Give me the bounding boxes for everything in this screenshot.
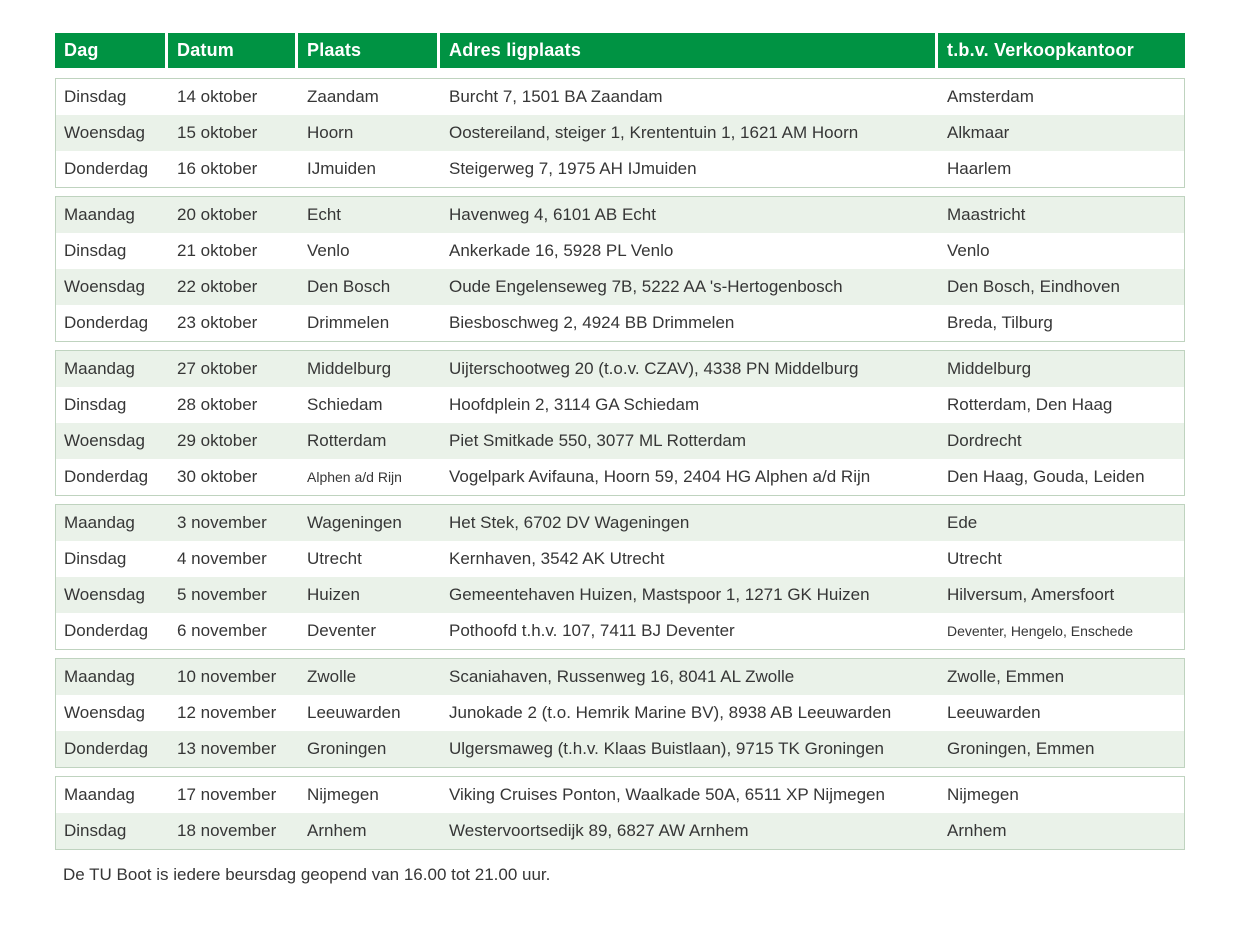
cell-adres: Junokade 2 (t.o. Hemrik Marine BV), 8938 AB Leeuwarden	[449, 703, 892, 722]
cell-verkoopkantoor: Den Bosch, Eindhoven	[947, 277, 1120, 296]
cell-plaats: Groningen	[307, 739, 387, 758]
cell-dag: Donderdag	[64, 159, 149, 178]
table-row	[56, 659, 1184, 695]
table-row	[56, 269, 1184, 305]
cell-dag: Donderdag	[64, 739, 149, 758]
cell-datum: 27 oktober	[177, 359, 258, 378]
cell-adres: Viking Cruises Ponton, Waalkade 50A, 6511 XP Nijmegen	[449, 785, 885, 804]
cell-datum: 29 oktober	[177, 431, 258, 450]
table-group	[55, 350, 1185, 496]
cell-datum: 30 oktober	[177, 467, 258, 486]
schedule-document	[55, 33, 1185, 885]
cell-adres: Biesboschweg 2, 4924 BB Drimmelen	[449, 313, 735, 332]
cell-datum: 3 november	[177, 513, 267, 532]
cell-datum: 12 november	[177, 703, 277, 722]
column-header-datum: Datum	[168, 33, 295, 68]
table-row	[56, 115, 1184, 151]
cell-verkoopkantoor: Leeuwarden	[947, 703, 1041, 722]
cell-datum: 14 oktober	[177, 87, 258, 106]
cell-plaats: Nijmegen	[307, 785, 379, 804]
cell-dag: Maandag	[64, 359, 135, 378]
cell-adres: Oude Engelenseweg 7B, 5222 AA 's-Hertogenbosch	[449, 277, 843, 296]
cell-plaats: Zwolle	[307, 667, 357, 686]
table-row	[56, 79, 1184, 115]
cell-datum: 22 oktober	[177, 277, 258, 296]
column-header-dag: Dag	[55, 33, 165, 68]
cell-verkoopkantoor: Groningen, Emmen	[947, 739, 1095, 758]
cell-plaats: Den Bosch	[307, 277, 391, 296]
cell-verkoopkantoor: Zwolle, Emmen	[947, 667, 1065, 686]
cell-datum: 5 november	[177, 585, 267, 604]
cell-verkoopkantoor: Nijmegen	[947, 785, 1019, 804]
cell-adres: Het Stek, 6702 DV Wageningen	[449, 513, 690, 532]
cell-dag: Woensdag	[64, 277, 145, 296]
cell-datum: 18 november	[177, 821, 277, 840]
cell-verkoopkantoor: Utrecht	[947, 549, 1002, 568]
cell-plaats: Zaandam	[307, 87, 379, 106]
cell-dag: Dinsdag	[64, 241, 127, 260]
cell-plaats: Drimmelen	[307, 313, 390, 332]
cell-adres: Ulgersmaweg (t.h.v. Klaas Buistlaan), 9715 TK Groningen	[449, 739, 884, 758]
cell-verkoopkantoor: Amsterdam	[947, 87, 1034, 106]
cell-plaats: Hoorn	[307, 123, 354, 142]
table-row	[56, 351, 1184, 387]
cell-verkoopkantoor: Den Haag, Gouda, Leiden	[947, 467, 1145, 486]
cell-adres: Piet Smitkade 550, 3077 ML Rotterdam	[449, 431, 747, 450]
cell-adres: Burcht 7, 1501 BA Zaandam	[449, 87, 663, 106]
table-row	[56, 695, 1184, 731]
cell-dag: Woensdag	[64, 431, 145, 450]
cell-datum: 21 oktober	[177, 241, 258, 260]
table-row	[56, 151, 1184, 187]
cell-dag: Dinsdag	[64, 395, 127, 414]
cell-datum: 13 november	[177, 739, 277, 758]
cell-verkoopkantoor: Hilversum, Amersfoort	[947, 585, 1115, 604]
cell-plaats: Deventer	[307, 621, 376, 640]
cell-datum: 4 november	[177, 549, 267, 568]
cell-verkoopkantoor: Venlo	[947, 241, 990, 260]
cell-verkoopkantoor: Maastricht	[947, 205, 1026, 224]
cell-plaats: Leeuwarden	[307, 703, 401, 722]
cell-plaats: Wageningen	[307, 513, 402, 532]
cell-dag: Maandag	[64, 205, 135, 224]
cell-datum: 15 oktober	[177, 123, 258, 142]
cell-plaats: IJmuiden	[307, 159, 376, 178]
cell-verkoopkantoor: Ede	[947, 513, 978, 532]
cell-adres: Steigerweg 7, 1975 AH IJmuiden	[449, 159, 697, 178]
cell-dag: Dinsdag	[64, 549, 127, 568]
cell-adres: Westervoortsedijk 89, 6827 AW Arnhem	[449, 821, 749, 840]
cell-plaats: Middelburg	[307, 359, 392, 378]
cell-plaats: Utrecht	[307, 549, 362, 568]
cell-adres: Scaniahaven, Russenweg 16, 8041 AL Zwolle	[449, 667, 795, 686]
cell-adres: Gemeentehaven Huizen, Mastspoor 1, 1271 GK Huizen	[449, 585, 870, 604]
table-row	[56, 305, 1184, 341]
cell-verkoopkantoor: Alkmaar	[947, 123, 1010, 142]
cell-verkoopkantoor: Haarlem	[947, 159, 1012, 178]
table-row	[56, 459, 1184, 495]
cell-dag: Donderdag	[64, 313, 149, 332]
table-row	[56, 387, 1184, 423]
cell-verkoopkantoor: Breda, Tilburg	[947, 313, 1053, 332]
table-group	[55, 776, 1185, 850]
table-body	[55, 78, 1185, 850]
cell-adres: Kernhaven, 3542 AK Utrecht	[449, 549, 665, 568]
cell-adres: Oostereiland, steiger 1, Krententuin 1, 1621 AM Hoorn	[449, 123, 859, 142]
table-row	[56, 541, 1184, 577]
cell-plaats: Echt	[307, 205, 342, 224]
cell-datum: 16 oktober	[177, 159, 258, 178]
cell-dag: Woensdag	[64, 585, 145, 604]
cell-verkoopkantoor: Deventer, Hengelo, Enschede	[947, 623, 1134, 639]
cell-verkoopkantoor: Rotterdam, Den Haag	[947, 395, 1113, 414]
cell-dag: Maandag	[64, 667, 135, 686]
cell-plaats: Venlo	[307, 241, 350, 260]
cell-adres: Ankerkade 16, 5928 PL Venlo	[449, 241, 674, 260]
cell-datum: 23 oktober	[177, 313, 258, 332]
cell-dag: Maandag	[64, 513, 135, 532]
footer-note: De TU Boot is iedere beursdag geopend van 16.00 tot 21.00 uur.	[63, 865, 551, 884]
cell-dag: Woensdag	[64, 703, 145, 722]
table-row	[56, 731, 1184, 767]
table-row	[56, 613, 1184, 649]
cell-dag: Maandag	[64, 785, 135, 804]
cell-datum: 10 november	[177, 667, 277, 686]
cell-plaats: Arnhem	[307, 821, 367, 840]
cell-dag: Donderdag	[64, 467, 149, 486]
column-header-verkoopkantoor: t.b.v. Verkoopkantoor	[938, 33, 1185, 68]
table-row	[56, 423, 1184, 459]
cell-plaats: Huizen	[307, 585, 360, 604]
cell-datum: 28 oktober	[177, 395, 258, 414]
table-row	[56, 577, 1184, 613]
cell-dag: Woensdag	[64, 123, 145, 142]
cell-adres: Hoofdplein 2, 3114 GA Schiedam	[449, 395, 700, 414]
table-group	[55, 504, 1185, 650]
cell-datum: 6 november	[177, 621, 267, 640]
cell-adres: Uijterschootweg 20 (t.o.v. CZAV), 4338 PN Middelburg	[449, 359, 859, 378]
cell-verkoopkantoor: Middelburg	[947, 359, 1032, 378]
cell-datum: 20 oktober	[177, 205, 258, 224]
table-row	[56, 777, 1184, 813]
table-group	[55, 78, 1185, 188]
column-header-adres: Adres ligplaats	[440, 33, 935, 68]
cell-adres: Vogelpark Avifauna, Hoorn 59, 2404 HG Alphen a/d Rijn	[449, 467, 871, 486]
table-group	[55, 658, 1185, 768]
cell-plaats: Alphen a/d Rijn	[307, 469, 402, 485]
column-header-plaats: Plaats	[298, 33, 437, 68]
table-row	[56, 233, 1184, 269]
cell-dag: Dinsdag	[64, 87, 127, 106]
cell-adres: Havenweg 4, 6101 AB Echt	[449, 205, 656, 224]
cell-dag: Dinsdag	[64, 821, 127, 840]
table-row	[56, 813, 1184, 849]
cell-datum: 17 november	[177, 785, 277, 804]
table-group	[55, 196, 1185, 342]
table-row	[56, 505, 1184, 541]
cell-plaats: Rotterdam	[307, 431, 387, 450]
cell-verkoopkantoor: Dordrecht	[947, 431, 1022, 450]
cell-verkoopkantoor: Arnhem	[947, 821, 1007, 840]
cell-plaats: Schiedam	[307, 395, 383, 414]
table-row	[56, 197, 1184, 233]
cell-dag: Donderdag	[64, 621, 149, 640]
table-header-row	[55, 33, 1185, 68]
cell-adres: Pothoofd t.h.v. 107, 7411 BJ Deventer	[449, 621, 735, 640]
